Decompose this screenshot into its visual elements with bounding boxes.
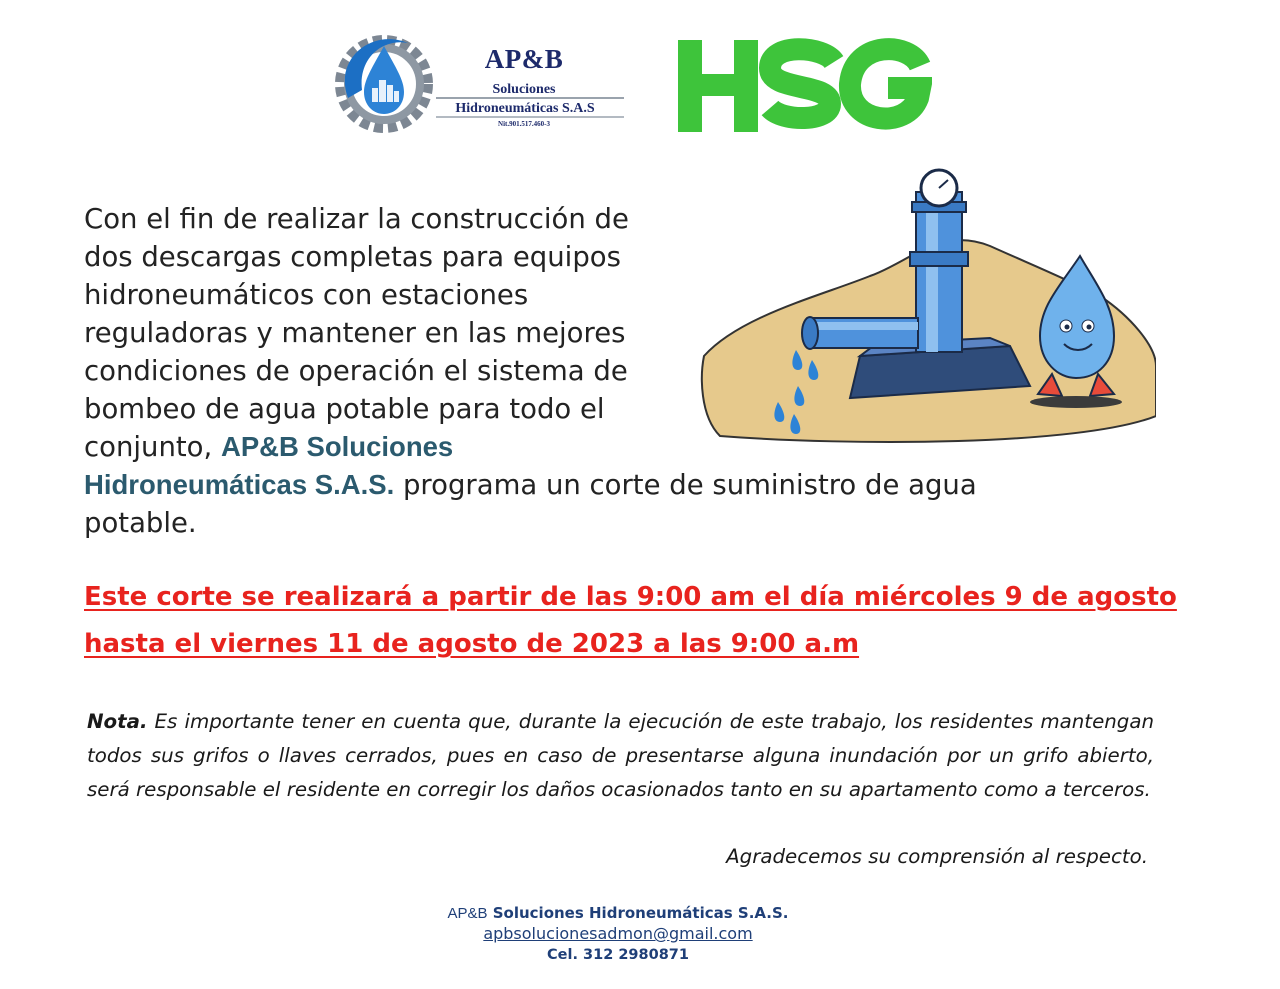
footer-company-rest: Soluciones Hidroneumáticas S.A.S.: [487, 904, 789, 922]
note-label: Nota.: [87, 710, 148, 733]
apb-logo-line1: Soluciones: [492, 82, 556, 97]
water-pump-illustration: [700, 166, 1156, 446]
apb-logo-nit: Nit.901.517.460-3: [498, 120, 550, 128]
footer-company: [440, 902, 796, 925]
apb-logo-name: AP&B: [484, 44, 564, 74]
footer-company-prefix: AP&B: [447, 905, 488, 922]
brand-name-inline: AP&B Soluciones: [220, 431, 454, 462]
outage-notice: Este corte se realizará a partir de las 9:00 am el día miércoles 9 de agosto hasta el viernes 11 de agosto de 2023 a las 9:00 a.m: [84, 582, 1177, 659]
brand-name-inline-2: Hidroneumáticas S.A.S.: [84, 469, 395, 500]
footer-phone: Cel. 312 2980871: [547, 947, 689, 963]
footer-email-link[interactable]: apbsolucionesadmon@gmail.com: [483, 924, 753, 943]
note-paragraph: [87, 705, 1154, 807]
note-text: Es importante tener en cuenta que, durante la ejecución de este trabajo, los residentes mantengan todos sus grifos o llaves cerrados, pues en caso de presentarse alguna inundación por un grifo abierto, será responsable el residente en corregir los daños ocasionados tanto en su apartamento como a terceros.: [87, 710, 1154, 801]
intro-end-text: programa un corte de suministro de agua potable.: [84, 469, 977, 539]
intro-paragraph: [84, 200, 684, 466]
intro-paragraph-continued: [84, 466, 1084, 542]
thanks-line: Agradecemos su comprensión al respecto.: [726, 845, 1148, 868]
hsg-logo: [674, 36, 932, 134]
apb-logo-line2: Hidroneumáticas S.A.S: [455, 101, 595, 116]
intro-text: Con el fin de realizar la construcción de dos descargas completas para equipos hidroneumáticos con estaciones reguladoras y mantener en las mejores condiciones de operación el sistema de bombeo de agua potable para todo el conjunto,: [84, 203, 629, 463]
